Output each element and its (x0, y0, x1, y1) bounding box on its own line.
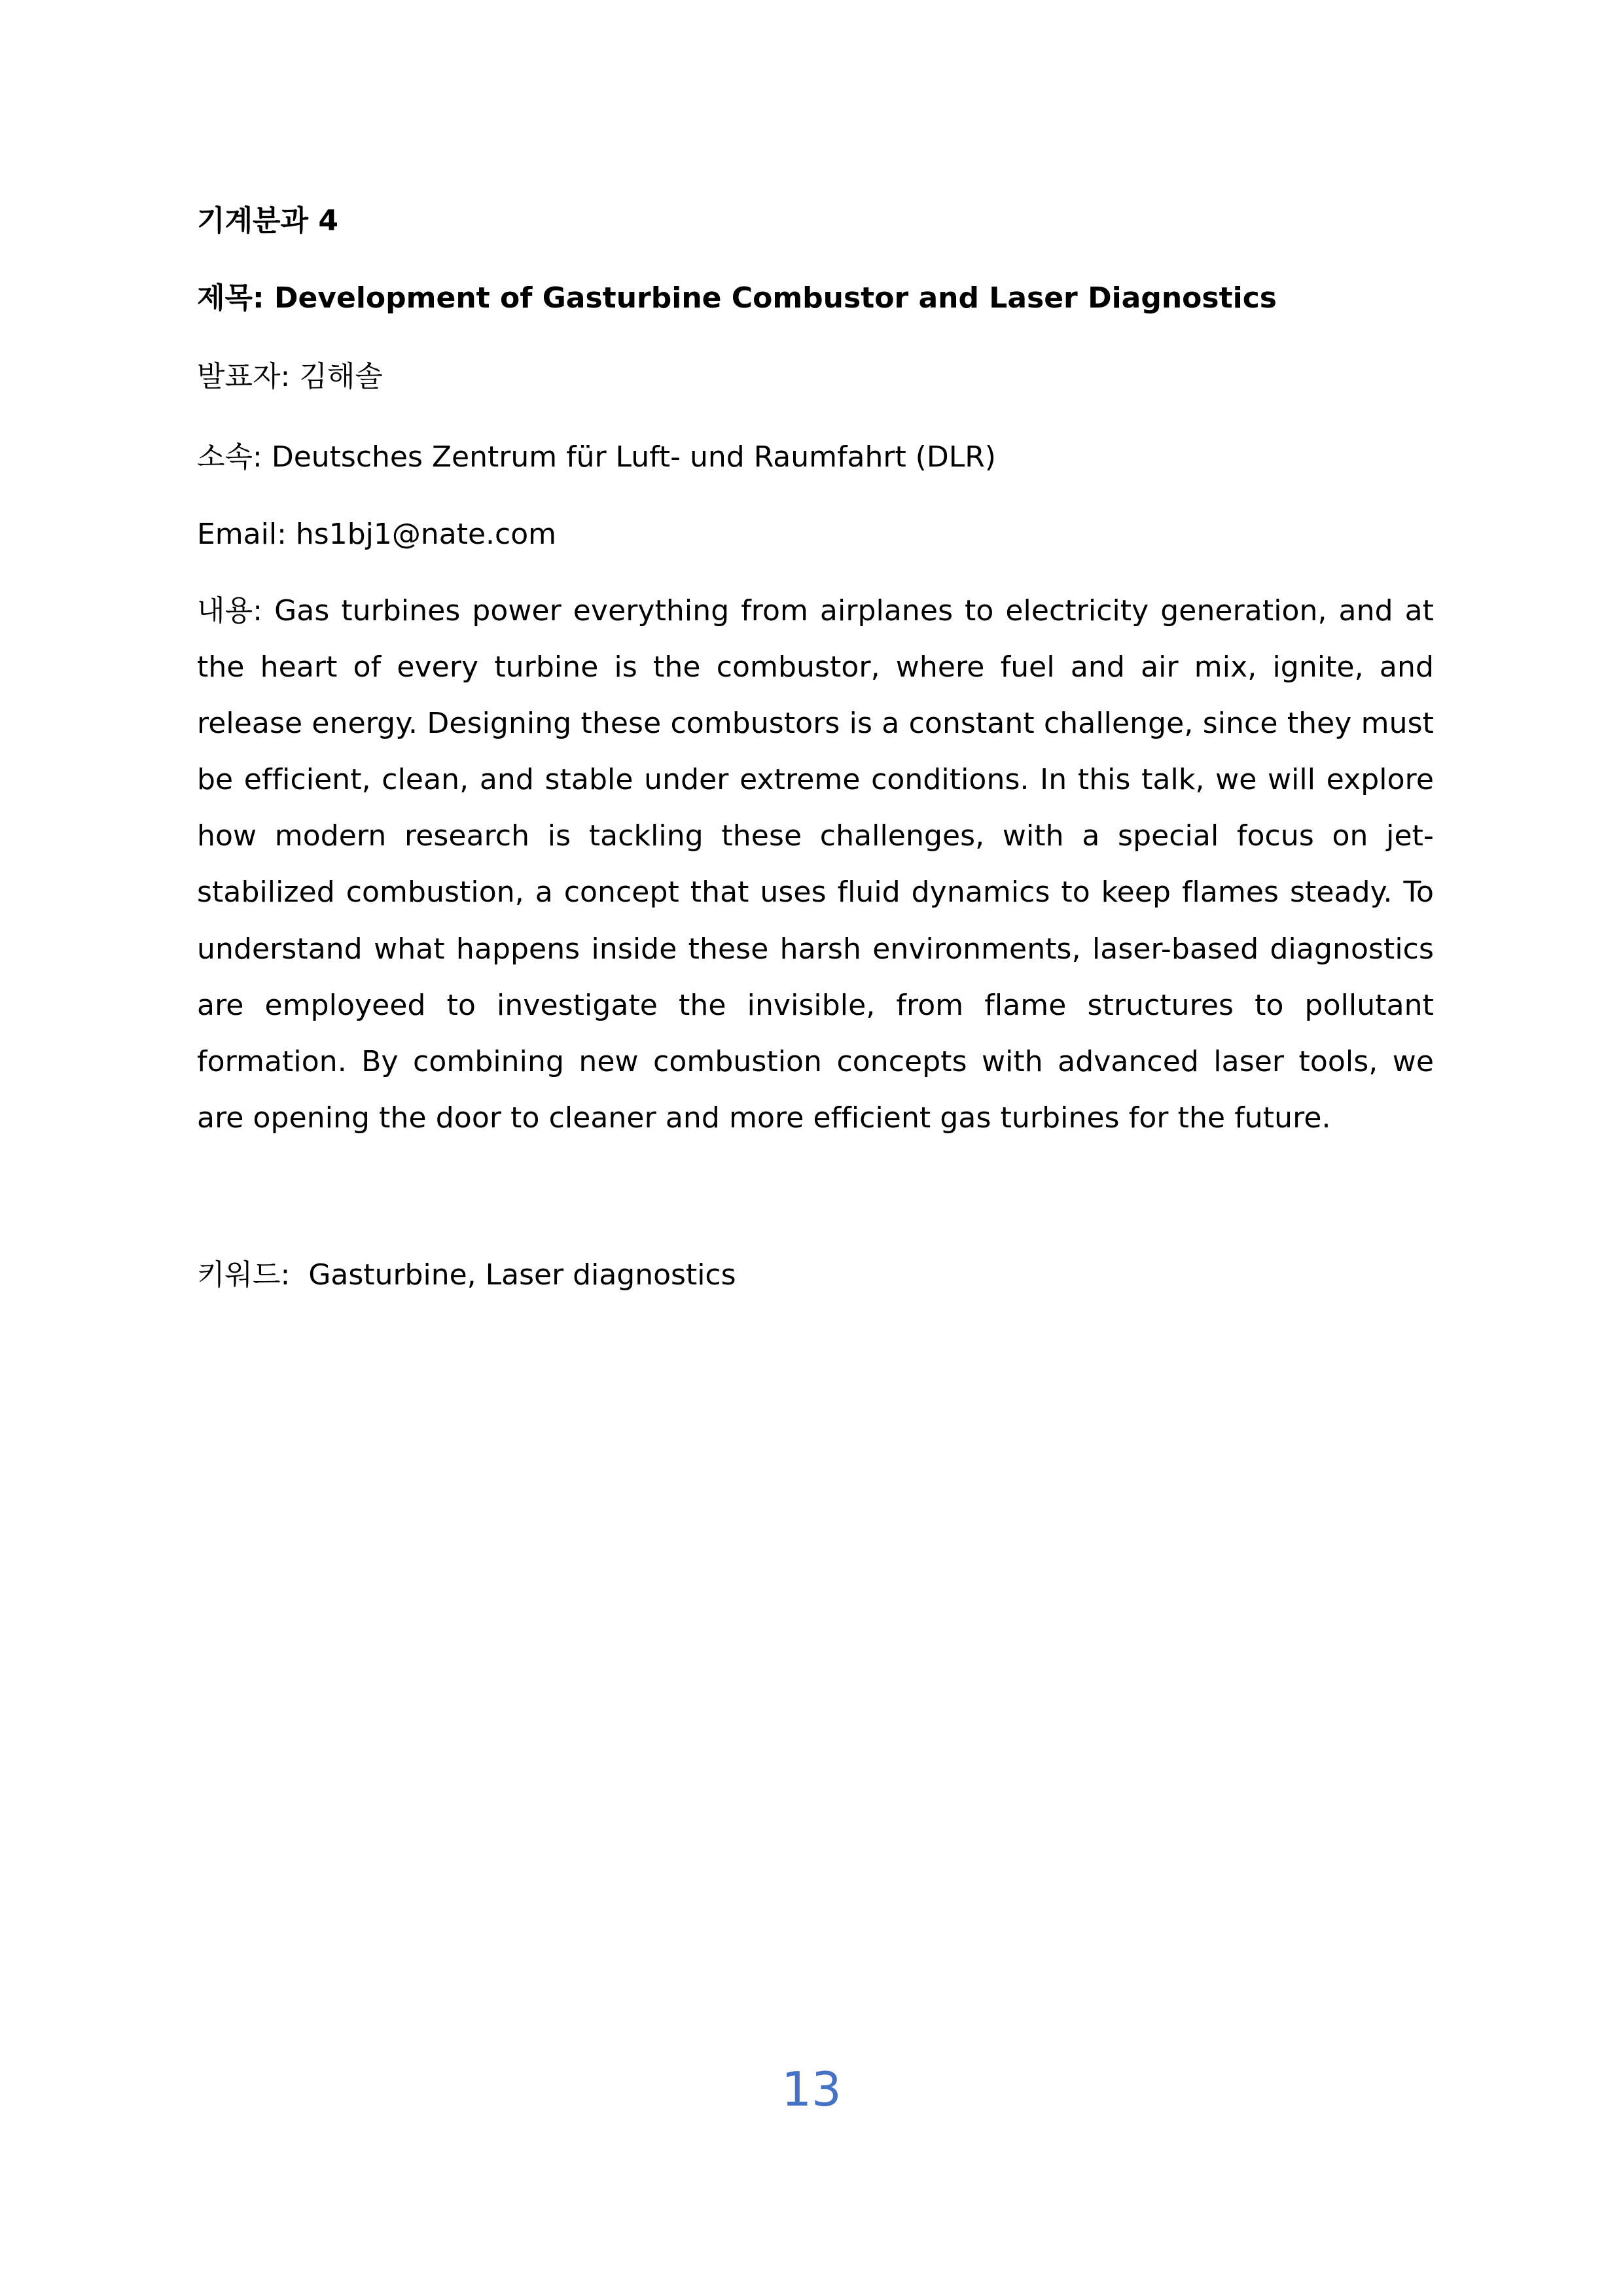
section-label (197, 202, 1434, 241)
title-label: 제목: (197, 281, 264, 315)
email-text: hs1bj1@nate.com (295, 518, 556, 551)
content-label: 내용: (197, 594, 263, 627)
affiliation-text: Deutsches Zentrum für Luft- und Raumfahrt (DLR) (271, 440, 996, 474)
speaker-label: 발표자: (197, 360, 291, 393)
affiliation-line (197, 438, 1434, 477)
content-paragraph (197, 583, 1434, 1146)
abstract-content (197, 202, 1434, 1295)
email-label: Email: (197, 518, 287, 551)
keyword-text: Gasturbine, Laser diagnostics (308, 1258, 736, 1292)
affiliation-label: 소속: (197, 440, 262, 474)
title-line (197, 279, 1434, 318)
speaker-name: 김해솔 (299, 360, 383, 393)
email-line (197, 515, 1434, 554)
keyword-label: 키워드: (197, 1258, 291, 1292)
content-text: Gas turbines power everything from airplanes to electricity generation, and at the heart of every turbine is the combustor, where fuel and air mix, ignite, and release energy. Designing these combustors is a constant challenge, since they must be efficient, clean, and stable under extreme conditions. In this talk, we will explore how modern research is tackling these challenges, with a special focus on jet-stabilized combustion, a concept that uses fluid dynamics to keep flames steady. To understand what happens inside these harsh environments, laser-based diagnostics are employeed to investigate the invisible, from flame structures to pollutant formation. By combining new combustion concepts with advanced laser tools, we are opening the door to cleaner and more efficient gas turbines for the future. (197, 594, 1434, 1135)
keyword-line (197, 1256, 1434, 1295)
section-label-text: 기계분과 4 (197, 204, 338, 238)
page-number: 13 (781, 2062, 842, 2117)
speaker-line (197, 357, 1434, 397)
title-text: Development of Gasturbine Combustor and Laser Diagnostics (274, 281, 1277, 315)
